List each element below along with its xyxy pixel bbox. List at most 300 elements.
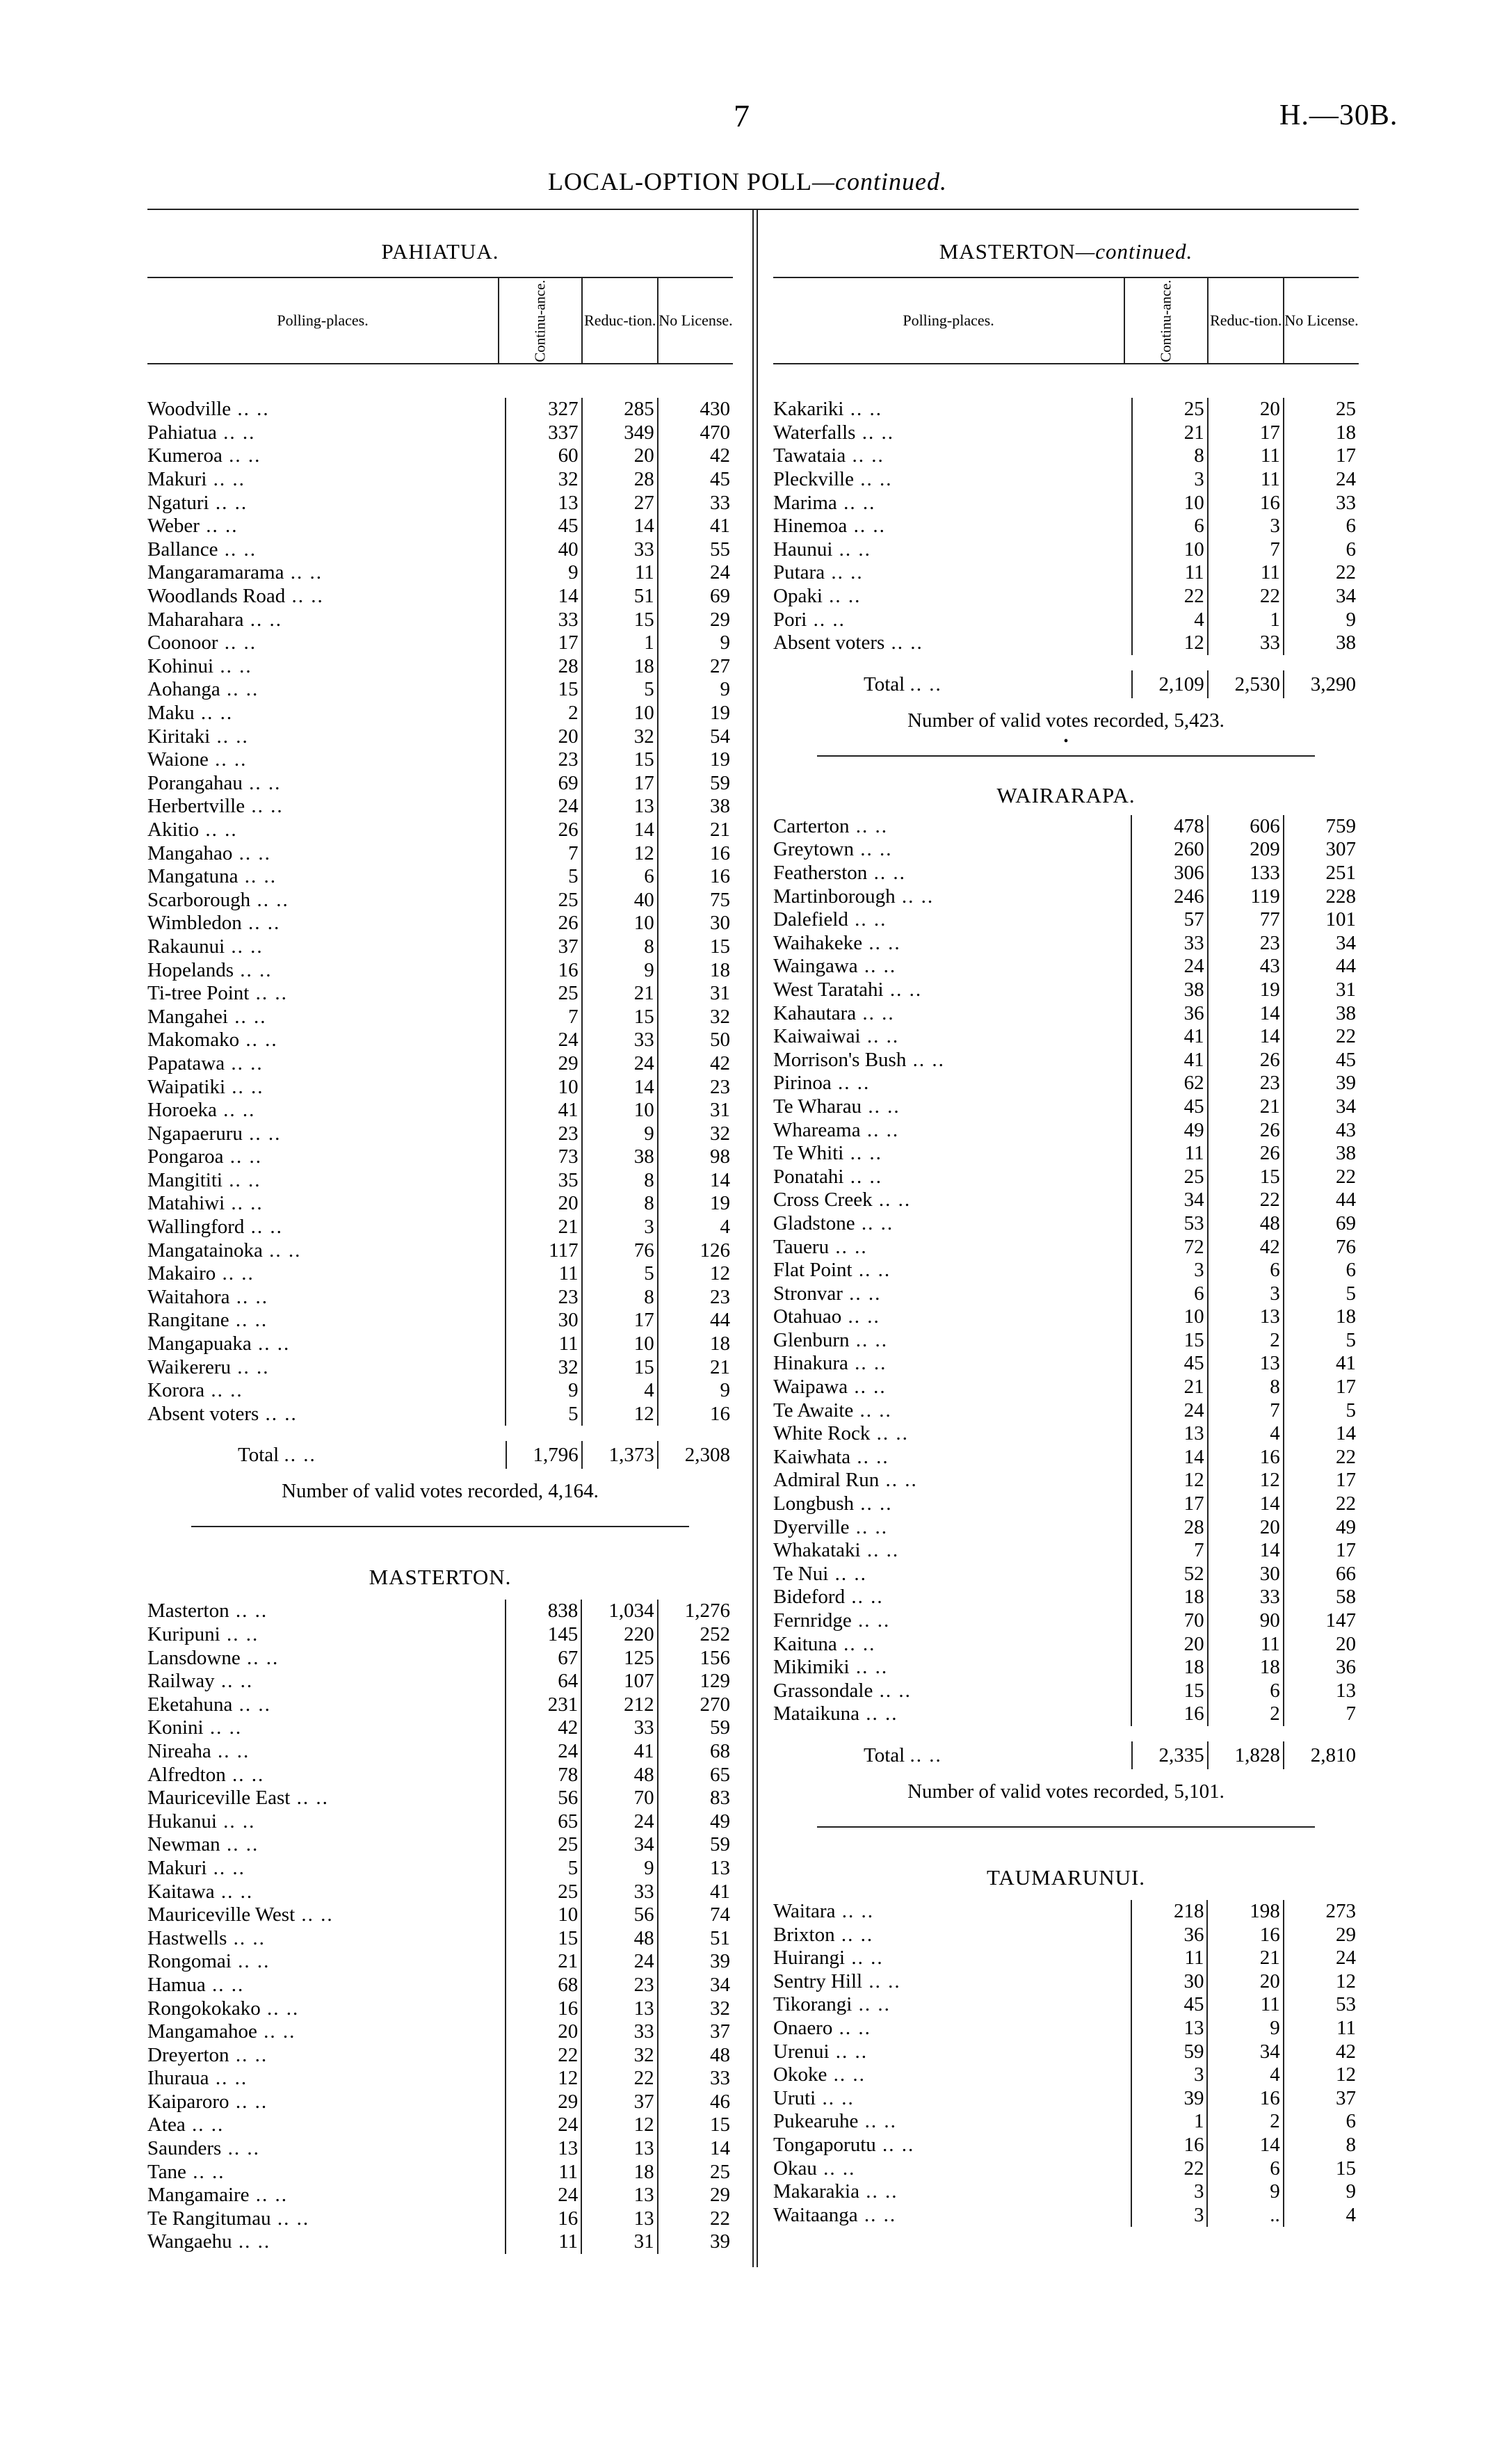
- polling-place-name: Kaiwhata .. ..: [773, 1445, 889, 1468]
- no-license-value: 30: [658, 912, 733, 935]
- polling-place-label: Tane: [147, 2160, 186, 2183]
- continuance-value: 41: [1131, 1025, 1207, 1049]
- polling-place-name: Papatawa .. ..: [147, 1052, 264, 1074]
- reduction-value: 21: [582, 982, 658, 1006]
- no-license-value: 39: [1284, 1072, 1359, 1095]
- polling-place-name: Mangititi .. ..: [147, 1168, 261, 1191]
- polling-place-label: Alfredton: [147, 1763, 226, 1786]
- table-row: [147, 772, 733, 796]
- polling-place-name: Waingawa .. ..: [773, 955, 897, 978]
- table-row: [147, 1810, 733, 1833]
- no-license-value: 4: [1284, 2203, 1359, 2227]
- no-license-value: 53: [1284, 1993, 1359, 2017]
- no-license-value: 147: [1284, 1609, 1359, 1633]
- no-license-value: 44: [658, 1309, 733, 1332]
- continuance-value: 36: [1131, 1001, 1207, 1025]
- polling-place-label: Kumeroa: [147, 444, 223, 467]
- polling-place-label: Korora: [147, 1379, 205, 1402]
- no-license-value: 15: [658, 2113, 733, 2137]
- polling-place-label: Tikorangi: [773, 1993, 852, 2016]
- polling-place-name: Te Nui .. ..: [773, 1562, 867, 1585]
- reduction-value: 77: [1208, 908, 1284, 932]
- polling-place-label: Wangaehu: [147, 2230, 232, 2253]
- polling-place-name: Tawataia .. ..: [773, 444, 884, 467]
- reduction-value: 12: [581, 2113, 657, 2137]
- continuance-value: 56: [506, 1787, 581, 1810]
- reduction-value: 23: [581, 1974, 657, 1997]
- no-license-value: 759: [1284, 815, 1359, 839]
- continuance-value: 13: [1131, 2017, 1207, 2040]
- no-license-value: 22: [1284, 561, 1359, 585]
- polling-place-label: Kiritaki: [147, 725, 211, 748]
- table-row: [773, 1586, 1359, 1609]
- reduction-value: 4: [1208, 1422, 1284, 1446]
- continuance-value: 12: [1131, 1469, 1207, 1492]
- polling-place-name: Sentry Hill .. ..: [773, 1970, 901, 1992]
- reduction-value: 31: [581, 2230, 657, 2254]
- no-license-value: 25: [658, 2160, 733, 2184]
- reduction-value: 22: [1208, 585, 1284, 609]
- table-row: [147, 608, 733, 631]
- polling-place-label: Newman: [147, 1833, 220, 1856]
- polling-place-label: Kohinui: [147, 654, 214, 677]
- polling-place-name: Saunders .. ..: [147, 2137, 260, 2160]
- header-continuance: [1124, 277, 1208, 364]
- continuance-value: 41: [506, 1099, 581, 1122]
- no-license-value: 58: [1284, 1586, 1359, 1609]
- continuance-value: 337: [506, 421, 581, 445]
- pahiatua-total-reduction: 1,373: [581, 1441, 657, 1469]
- polling-place-label: Dreyerton: [147, 2043, 229, 2066]
- table-row: [147, 1122, 733, 1145]
- wairarapa-total-continuance: 2,335: [1131, 1741, 1207, 1769]
- total-label: Total: [238, 1444, 280, 1467]
- table-row: [147, 1309, 733, 1332]
- continuance-value: 62: [1131, 1072, 1207, 1095]
- polling-place-label: Brixton: [773, 1923, 835, 1946]
- continuance-value: 7: [506, 1005, 581, 1029]
- reduction-value: 41: [581, 1740, 657, 1764]
- polling-place-label: Ponatahi: [773, 1165, 844, 1188]
- continuance-value: 13: [506, 491, 581, 515]
- reduction-value: 10: [582, 912, 658, 935]
- no-license-value: 75: [658, 888, 733, 912]
- table-row: [147, 631, 733, 655]
- polling-place-name: Urenui .. ..: [773, 2040, 868, 2063]
- continuance-value: 53: [1131, 1212, 1207, 1236]
- polling-place-label: Kaitawa: [147, 1880, 215, 1903]
- polling-place-name: Mangatuna .. ..: [147, 865, 277, 888]
- no-license-value: 17: [1284, 444, 1359, 468]
- polling-place-label: Atea: [147, 2113, 186, 2136]
- polling-place-label: Mauriceville East: [147, 1787, 291, 1810]
- polling-place-label: Ngapaeruru: [147, 1122, 243, 1145]
- no-license-value: 5: [1284, 1282, 1359, 1305]
- polling-place-name: Hinakura .. ..: [773, 1352, 887, 1375]
- continuance-value: 7: [1131, 1539, 1207, 1563]
- polling-place-label: Kaiparoro: [147, 2090, 229, 2113]
- table-row: [773, 1947, 1359, 1970]
- polling-place-name: Ponatahi .. ..: [773, 1165, 882, 1188]
- continuance-value: 73: [506, 1145, 581, 1169]
- continuance-value: 11: [506, 1262, 581, 1286]
- continuance-value: 17: [1131, 1492, 1207, 1516]
- polling-place-name: Okau .. ..: [773, 2157, 856, 2180]
- reduction-value: 5: [582, 678, 658, 702]
- table-row: [147, 935, 733, 959]
- polling-place-label: Waihakeke: [773, 931, 863, 954]
- total-label: Total: [864, 673, 905, 695]
- reduction-value: 15: [582, 1005, 658, 1029]
- reduction-value: 34: [1207, 2040, 1283, 2063]
- reduction-value: 16: [1208, 491, 1284, 515]
- polling-place-label: Ihuraua: [147, 2067, 209, 2090]
- no-license-value: 129: [658, 1670, 733, 1693]
- no-license-value: 13: [1284, 1680, 1359, 1703]
- continuance-value: 1: [1131, 2110, 1207, 2134]
- reduction-value: 11: [1208, 561, 1284, 585]
- table-row: [773, 1376, 1359, 1399]
- polling-place-label: Papatawa: [147, 1052, 225, 1074]
- no-license-value: 101: [1284, 908, 1359, 932]
- polling-place-name: Flat Point .. ..: [773, 1259, 891, 1282]
- polling-place-name: Te Awaite .. ..: [773, 1399, 892, 1422]
- continuance-value: 24: [1131, 955, 1207, 979]
- pahiatua-header: [147, 277, 733, 364]
- continuance-value: 18: [1131, 1656, 1207, 1680]
- reduction-value: 70: [581, 1787, 657, 1810]
- continuance-value: 2: [506, 702, 581, 725]
- bullet-mark: •: [1063, 733, 1069, 749]
- polling-place-name: Waitahora .. ..: [147, 1285, 268, 1308]
- reduction-value: 11: [582, 561, 658, 585]
- continuance-value: 72: [1131, 1235, 1207, 1259]
- table-row: [147, 1192, 733, 1216]
- no-license-value: 15: [1284, 2157, 1359, 2180]
- reduction-value: 14: [582, 515, 658, 538]
- table-row: [773, 1235, 1359, 1259]
- masterton-continued-table: [773, 398, 1359, 655]
- no-license-value: 12: [1284, 2063, 1359, 2087]
- continuance-value: 218: [1131, 1900, 1207, 1924]
- polling-place-label: Herbertville: [147, 795, 245, 818]
- reduction-value: 51: [582, 585, 658, 609]
- no-license-value: 12: [658, 1262, 733, 1286]
- table-row: [147, 982, 733, 1006]
- polling-place-label: Waterfalls: [773, 421, 856, 444]
- polling-place-label: Waipatiki: [147, 1075, 226, 1098]
- polling-place-name: Eketahuna .. ..: [147, 1693, 271, 1716]
- no-license-value: 14: [658, 2137, 733, 2161]
- masterton-total-no-license: 3,290: [1283, 670, 1359, 698]
- continuance-value: 4: [1132, 608, 1208, 631]
- polling-place-name: Akitio .. ..: [147, 818, 238, 841]
- page-title-text: LOCAL-OPTION POLL: [548, 168, 812, 195]
- no-license-value: 16: [658, 1403, 733, 1426]
- table-row: [147, 819, 733, 842]
- no-license-value: 66: [1284, 1563, 1359, 1586]
- continuance-value: 327: [506, 398, 581, 421]
- continuance-value: 12: [506, 2067, 581, 2091]
- no-license-value: 251: [1284, 862, 1359, 885]
- continuance-value: 29: [506, 1052, 581, 1076]
- polling-place-name: Makarakia .. ..: [773, 2180, 898, 2203]
- continuance-value: 7: [506, 842, 581, 865]
- table-row: [773, 815, 1359, 839]
- reduction-value: 13: [582, 795, 658, 819]
- reduction-value: 13: [581, 1997, 657, 2020]
- pahiatua-total-continuance: 1,796: [506, 1441, 581, 1469]
- polling-place-name: Pirinoa .. ..: [773, 1072, 871, 1095]
- taumarunui-title: TAUMARUNUI.: [986, 1865, 1146, 1890]
- no-license-value: 16: [658, 865, 733, 889]
- table-row: [773, 1329, 1359, 1353]
- polling-place-label: Lansdowne: [147, 1646, 241, 1669]
- table-row: [147, 2207, 733, 2231]
- no-license-value: 33: [1284, 491, 1359, 515]
- polling-place-label: Glenburn: [773, 1328, 850, 1351]
- polling-place-name: Waterfalls .. ..: [773, 421, 894, 444]
- table-row: [147, 1379, 733, 1403]
- polling-place-label: Kakariki: [773, 398, 844, 421]
- polling-place-name: Kaiwaiwai .. ..: [773, 1025, 900, 1048]
- no-license-value: 83: [658, 1787, 733, 1810]
- polling-place-label: Pleckville: [773, 468, 854, 491]
- continuance-value: 10: [1132, 538, 1208, 562]
- reduction-value: 18: [581, 2160, 657, 2184]
- polling-place-name: White Rock .. ..: [773, 1422, 909, 1445]
- polling-place-name: Dyerville .. ..: [773, 1515, 889, 1538]
- polling-place-label: Hamua: [147, 1973, 206, 1996]
- polling-place-label: Dalefield: [773, 908, 848, 931]
- no-license-value: 16: [658, 842, 733, 865]
- table-row: [147, 1880, 733, 1903]
- table-row: [147, 491, 733, 515]
- polling-place-name: Huirangi .. ..: [773, 1947, 884, 1970]
- reduction-value: 12: [582, 1403, 658, 1426]
- masterton-continued-text: MASTERTON: [939, 239, 1076, 264]
- table-row: [773, 908, 1359, 932]
- polling-place-name: Makuri .. ..: [147, 1856, 245, 1879]
- polling-place-name: Gladstone .. ..: [773, 1211, 894, 1234]
- polling-place-name: Makairo .. ..: [147, 1262, 254, 1285]
- continuance-value: 32: [506, 468, 581, 492]
- table-row: [147, 1997, 733, 2020]
- table-row: [147, 702, 733, 725]
- polling-place-name: Pukearuhe .. ..: [773, 2110, 897, 2133]
- polling-place-label: Railway: [147, 1670, 215, 1693]
- table-row: [773, 2040, 1359, 2063]
- polling-place-label: Te Whiti: [773, 1142, 844, 1165]
- polling-place-name: Dreyerton .. ..: [147, 2043, 268, 2066]
- polling-place-name: Waitara .. ..: [773, 1899, 874, 1922]
- polling-place-label: Maharahara: [147, 608, 244, 631]
- continuance-value: 25: [506, 1880, 581, 1903]
- polling-place-label: Hinemoa: [773, 515, 848, 538]
- reduction-value: 18: [1208, 1656, 1284, 1680]
- reduction-value: 220: [581, 1623, 657, 1647]
- polling-place-name: Absent voters .. ..: [773, 631, 923, 654]
- polling-place-label: Grassondale: [773, 1679, 873, 1702]
- polling-place-name: Hinemoa .. ..: [773, 515, 886, 538]
- reduction-value: 14: [1208, 1539, 1284, 1563]
- polling-place-label: Carterton: [773, 814, 850, 837]
- reduction-value: 285: [582, 398, 658, 421]
- polling-place-name: Te Whiti .. ..: [773, 1142, 882, 1165]
- table-row: [773, 1993, 1359, 2017]
- table-row: [773, 2086, 1359, 2110]
- no-license-value: 12: [1284, 1970, 1359, 1993]
- table-row: [147, 1600, 733, 1623]
- no-license-value: 7: [1284, 1702, 1359, 1726]
- no-license-value: 24: [1284, 468, 1359, 492]
- polling-place-label: Morrison's Bush: [773, 1048, 907, 1071]
- polling-place-name: Ngapaeruru .. ..: [147, 1122, 282, 1145]
- continuance-value: 78: [506, 1763, 581, 1787]
- table-row: [773, 1025, 1359, 1049]
- table-row: [773, 2203, 1359, 2227]
- table-row: [147, 1005, 733, 1029]
- polling-place-name: Stronvar .. ..: [773, 1282, 882, 1305]
- polling-place-label: Rakaunui: [147, 935, 225, 958]
- polling-place-name: Mangamahoe .. ..: [147, 2020, 296, 2043]
- no-license-value: 15: [658, 935, 733, 959]
- reduction-value: 8: [582, 1286, 658, 1310]
- table-row: [147, 1833, 733, 1857]
- continuance-value: 33: [1131, 932, 1207, 956]
- polling-place-name: Haunui .. ..: [773, 538, 871, 561]
- continuance-value: 20: [1131, 1632, 1207, 1656]
- continuance-value: 39: [1131, 2086, 1207, 2110]
- polling-place-name: Brixton .. ..: [773, 1923, 874, 1946]
- continuance-value: 32: [506, 1355, 581, 1379]
- polling-place-name: Tongaporutu .. ..: [773, 2133, 915, 2156]
- polling-place-label: Maku: [147, 702, 195, 725]
- reduction-value: 15: [582, 748, 658, 772]
- no-license-value: 4: [658, 1216, 733, 1239]
- continuance-value: 24: [506, 1029, 581, 1052]
- continuance-value: 15: [506, 678, 581, 702]
- reduction-value: 33: [581, 1880, 657, 1903]
- table-row: [773, 2110, 1359, 2134]
- continuance-value: 21: [506, 1950, 581, 1974]
- table-row: [147, 865, 733, 889]
- no-license-value: 9: [1284, 608, 1359, 631]
- polling-place-name: Coonoor .. ..: [147, 631, 257, 654]
- pahiatua-total-label: Total .. ..: [238, 1444, 316, 1467]
- polling-place-name: Hopelands .. ..: [147, 958, 273, 981]
- table-row: [147, 2184, 733, 2207]
- polling-place-label: Martinborough: [773, 885, 896, 908]
- polling-place-label: Makuri: [147, 1856, 207, 1879]
- no-license-value: 59: [658, 1716, 733, 1740]
- polling-place-name: Kaiparoro .. ..: [147, 2090, 268, 2113]
- reduction-value: 22: [1208, 1189, 1284, 1212]
- polling-place-label: Mangamaire: [147, 2184, 250, 2207]
- no-license-value: 41: [658, 1880, 733, 1903]
- continuance-value: 40: [506, 538, 581, 562]
- continuance-value: 24: [506, 795, 581, 819]
- no-license-value: 32: [658, 1122, 733, 1145]
- reduction-value: 2: [1207, 2110, 1283, 2134]
- polling-place-name: Mataikuna .. ..: [773, 1702, 898, 1725]
- no-license-value: 126: [658, 1239, 733, 1262]
- continuance-value: 34: [1131, 1189, 1207, 1212]
- no-license-value: 24: [1284, 1947, 1359, 1970]
- reduction-value: 1: [582, 631, 658, 655]
- polling-place-name: Tane .. ..: [147, 2160, 225, 2183]
- table-row: [773, 631, 1359, 655]
- table-row: [773, 1189, 1359, 1212]
- table-row: [773, 1469, 1359, 1492]
- table-row: [773, 1656, 1359, 1680]
- reduction-value: 8: [582, 1169, 658, 1193]
- polling-place-name: Otahuao .. ..: [773, 1305, 880, 1328]
- no-license-value: 17: [1284, 1469, 1359, 1492]
- reduction-value: 20: [1208, 1515, 1284, 1539]
- masterton-continued-title: [773, 236, 1359, 267]
- polling-place-label: Makuri: [147, 468, 207, 491]
- table-row: [147, 2113, 733, 2137]
- no-license-value: 21: [658, 1355, 733, 1379]
- no-license-value: 44: [1284, 1189, 1359, 1212]
- polling-place-name: Tikorangi .. ..: [773, 1993, 891, 2016]
- no-license-value: 42: [658, 444, 733, 468]
- polling-place-label: Waitara: [773, 1899, 836, 1922]
- no-license-value: 19: [658, 1192, 733, 1216]
- no-license-value: 430: [658, 398, 733, 421]
- reduction-value: 42: [1208, 1235, 1284, 1259]
- reduction-value: 2: [1208, 1702, 1284, 1726]
- reduction-value: 13: [581, 2137, 657, 2161]
- no-license-value: 38: [1284, 631, 1359, 655]
- reduction-value: 2: [1208, 1329, 1284, 1353]
- polling-place-name: Greytown .. ..: [773, 838, 893, 861]
- polling-place-label: Kaiwaiwai: [773, 1025, 861, 1048]
- continuance-value: 145: [506, 1623, 581, 1647]
- no-license-value: 9: [1284, 2180, 1359, 2204]
- table-row: [773, 1142, 1359, 1166]
- continuance-value: 11: [1132, 561, 1208, 585]
- table-row: [773, 1680, 1359, 1703]
- reduction-value: 26: [1208, 1118, 1284, 1142]
- reduction-value: 7: [1208, 1399, 1284, 1422]
- reduction-value: 20: [1208, 398, 1284, 421]
- wairarapa-valid-votes: Number of valid votes recorded, 5,101.: [907, 1780, 1225, 1803]
- polling-place-name: Pongaroa .. ..: [147, 1145, 263, 1168]
- polling-place-label: Kaiwhata: [773, 1445, 851, 1468]
- no-license-value: 34: [1284, 932, 1359, 956]
- polling-place-label: Kuripuni: [147, 1623, 220, 1646]
- polling-place-name: Opaki .. ..: [773, 585, 862, 608]
- continuance-value: 28: [506, 655, 581, 679]
- no-license-value: 31: [1284, 979, 1359, 1002]
- polling-place-name: Maku .. ..: [147, 702, 234, 725]
- continuance-value: 13: [1131, 1422, 1207, 1446]
- table-row: [147, 1403, 733, 1426]
- polling-place-label: Absent voters: [773, 631, 885, 654]
- reduction-value: 9: [1207, 2017, 1283, 2040]
- table-row: [147, 958, 733, 982]
- polling-place-name: Mauriceville West .. ..: [147, 1903, 334, 1926]
- continuance-value: 49: [1131, 1118, 1207, 1142]
- polling-place-label: Pukearuhe: [773, 2110, 859, 2133]
- table-row: [147, 1926, 733, 1950]
- no-license-value: 29: [1284, 1923, 1359, 1947]
- no-license-value: 14: [658, 1169, 733, 1193]
- continuance-value: 11: [1131, 1142, 1207, 1166]
- no-license-value: 5: [1284, 1399, 1359, 1422]
